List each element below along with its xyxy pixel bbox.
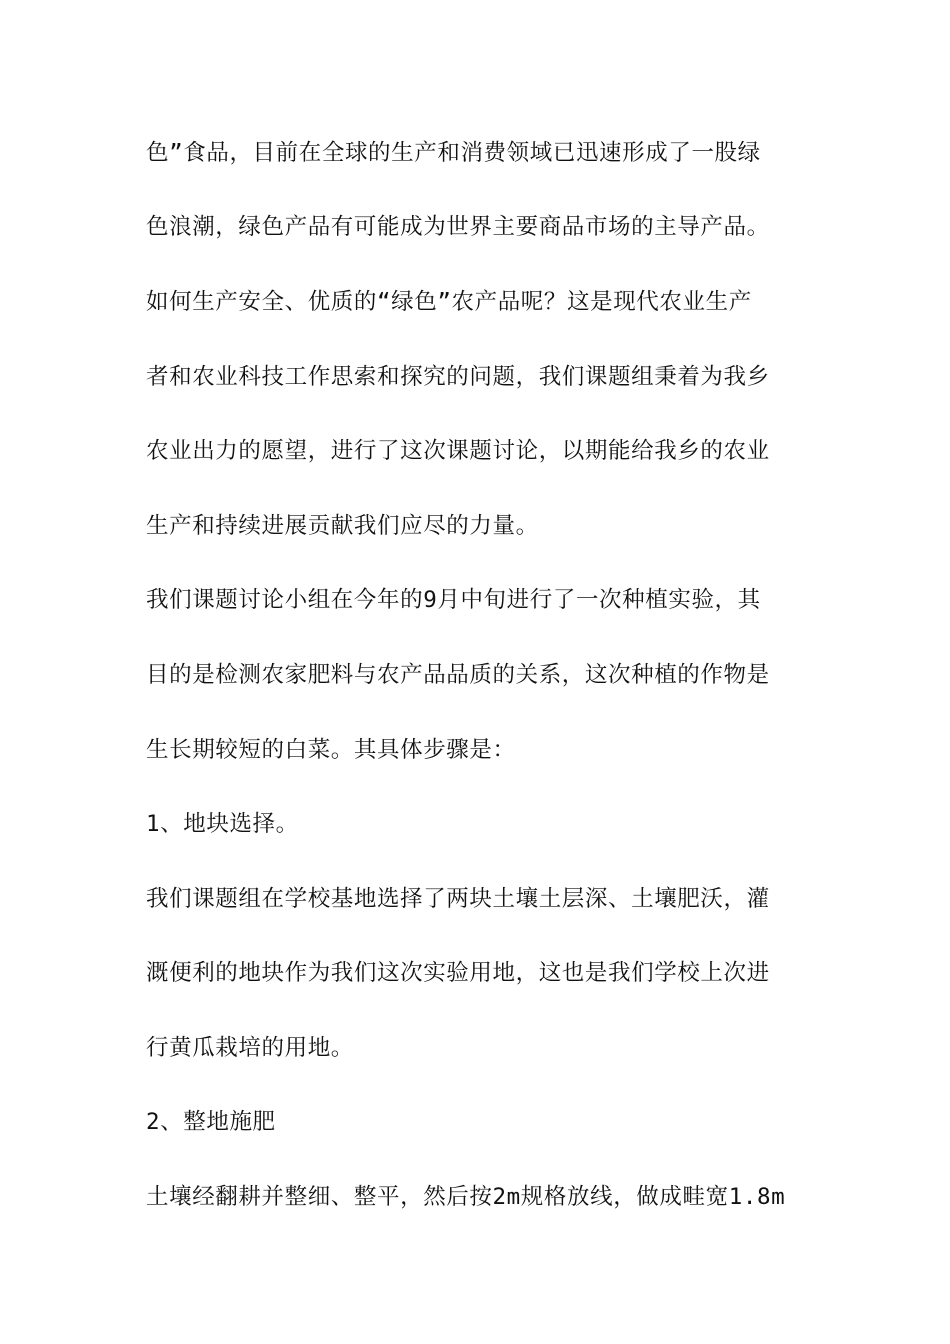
text-line-8: 目的是检测农家肥料与农产品品质的关系，这次种植的作物是 bbox=[146, 662, 770, 688]
text-line-12: 溉便利的地块作为我们这次实验用地，这也是我们学校上次进 bbox=[146, 960, 770, 986]
text-line-11: 我们课题组在学校基地选择了两块土壤土层深、土壤肥沃，灌 bbox=[146, 886, 770, 912]
text-line-7: 我们课题讨论小组在今年的9月中旬进行了一次种植实验，其 bbox=[146, 587, 761, 613]
text-line-5: 农业出力的愿望，进行了这次课题讨论，以期能给我乡的农业 bbox=[146, 438, 770, 464]
text-line-4: 者和农业科技工作思索和探究的问题，我们课题组秉着为我乡 bbox=[146, 364, 770, 390]
text-line-1: 色”食品，目前在全球的生产和消费领域已迅速形成了一股绿 bbox=[146, 140, 761, 166]
text-line-6: 生产和持续进展贡献我们应尽的力量。 bbox=[146, 513, 539, 539]
section-heading-2: 2、整地施肥 bbox=[146, 1109, 276, 1135]
text-line-13: 行黄瓜栽培的用地。 bbox=[146, 1035, 354, 1061]
text-line-2: 色浪潮，绿色产品有可能成为世界主要商品市场的主导产品。 bbox=[146, 214, 770, 240]
section-heading-1: 1、地块选择。 bbox=[146, 811, 299, 837]
text-line-3: 如何生产安全、优质的“绿色”农产品呢？这是现代农业生产 bbox=[146, 289, 752, 315]
text-line-15: 土壤经翻耕并整细、整平，然后按2m规格放线，做成畦宽1.8m bbox=[146, 1184, 786, 1210]
text-line-9: 生长期较短的白菜。其具体步骤是： bbox=[146, 737, 516, 763]
